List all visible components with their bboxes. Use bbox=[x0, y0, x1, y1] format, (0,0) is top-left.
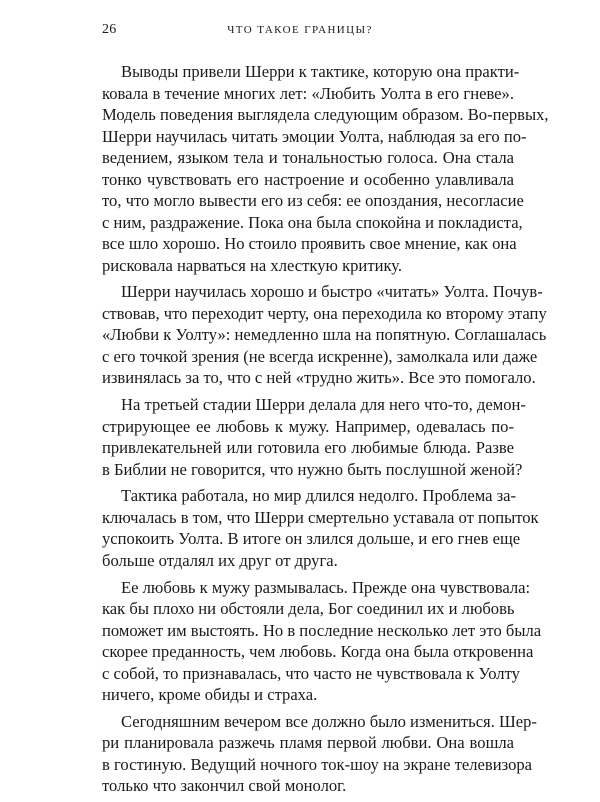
text-line: ковала в течение многих лет: «Любить Уолта в его гневе». bbox=[102, 83, 514, 103]
body-text bbox=[102, 61, 549, 802]
text-line: Ее любовь к мужу размывалась. Прежде она чувствовала: bbox=[121, 577, 531, 597]
text-line: в Библии не говорится, что нужно быть послушной женой? bbox=[102, 459, 523, 479]
text-line: больше отдалял их друг от друга. bbox=[102, 550, 338, 570]
running-head: ЧТО ТАКОЕ ГРАНИЦЫ? bbox=[227, 24, 373, 36]
text-line: Сегодняшним вечером все должно было измениться. Шер- bbox=[121, 711, 537, 731]
paragraph bbox=[102, 577, 542, 706]
text-line: Шерри научилась читать эмоции Уолта, наблюдая за его по- bbox=[102, 126, 527, 146]
text-line: привлекательней или готовила его любимые блюда. Разве bbox=[102, 438, 514, 458]
text-line: На третьей стадии Шерри делала для него что-то, демон- bbox=[121, 395, 526, 415]
page-number: 26 bbox=[102, 22, 117, 37]
text-line: рисковала нарваться на хлесткую критику. bbox=[102, 255, 403, 275]
text-line: тонко чувствовать его настроение и особенно улавливала bbox=[102, 169, 514, 189]
text-line: с его точкой зрения (не всегда искренне), замолкала или даже bbox=[102, 346, 538, 366]
text-line: ствовав, что переходит черту, она переходила ко второму этапу bbox=[102, 303, 547, 323]
text-line: Тактика работала, но мир длился недолго. Проблема за- bbox=[121, 486, 517, 506]
paragraph bbox=[102, 61, 549, 276]
paragraph-list bbox=[102, 61, 549, 797]
text-line: в гостиную. Ведущий ночного ток-шоу на экране телевизора bbox=[102, 754, 533, 774]
text-line: Модель поведения выглядела следующим образом. Во-первых, bbox=[102, 105, 549, 124]
paragraph bbox=[102, 394, 526, 480]
text-line: только что закончил свой монолог. bbox=[102, 776, 347, 796]
paragraph bbox=[102, 281, 547, 389]
text-line: с ним, раздражение. Пока она была спокойна и покладиста, bbox=[102, 212, 523, 232]
text-line: ведением, языком тела и тональностью голоса. Она стала bbox=[102, 148, 514, 167]
text-line: скорее преданность, чем любовь. Когда она была откровенна bbox=[102, 642, 534, 662]
text-line: ключалась в том, что Шерри смертельно уставала от попыток bbox=[102, 507, 539, 527]
text-line: Шерри научилась хорошо и быстро «читать» Уолта. Почув- bbox=[121, 282, 543, 302]
text-line: ри планировала разжечь пламя первой любви. Она вошла bbox=[102, 733, 514, 753]
text-line: с собой, то признавалась, что часто не чувствовала к Уолту bbox=[102, 663, 520, 683]
text-line: ничего, кроме обиды и страха. bbox=[102, 685, 318, 705]
text-line: успокоить Уолта. В итоге он злился дольше, и его гнев еще bbox=[102, 529, 521, 549]
text-line: стрирующее ее любовь к мужу. Например, одевалась по- bbox=[102, 416, 514, 436]
text-line: все шло хорошо. Но стоило проявить свое мнение, как она bbox=[102, 234, 517, 253]
text-line: поможет им выстоять. Но в последние несколько лет это была bbox=[102, 620, 542, 640]
paragraph bbox=[102, 485, 539, 571]
text-line: «Любви к Уолту»: немедленно шла на попятную. Соглашалась bbox=[102, 325, 547, 345]
text-line: как бы плохо ни обстояли дела, Бог соединил их и любовь bbox=[102, 599, 515, 619]
text-line: то, что могло вывести его из себя: ее опоздания, несогласие bbox=[102, 191, 524, 210]
paragraph bbox=[102, 711, 537, 797]
text-line: извинялась за то, что с ней «трудно жить». Все это помогало. bbox=[102, 368, 536, 388]
text-line: Выводы привели Шерри к тактике, которую она практи- bbox=[121, 62, 520, 81]
